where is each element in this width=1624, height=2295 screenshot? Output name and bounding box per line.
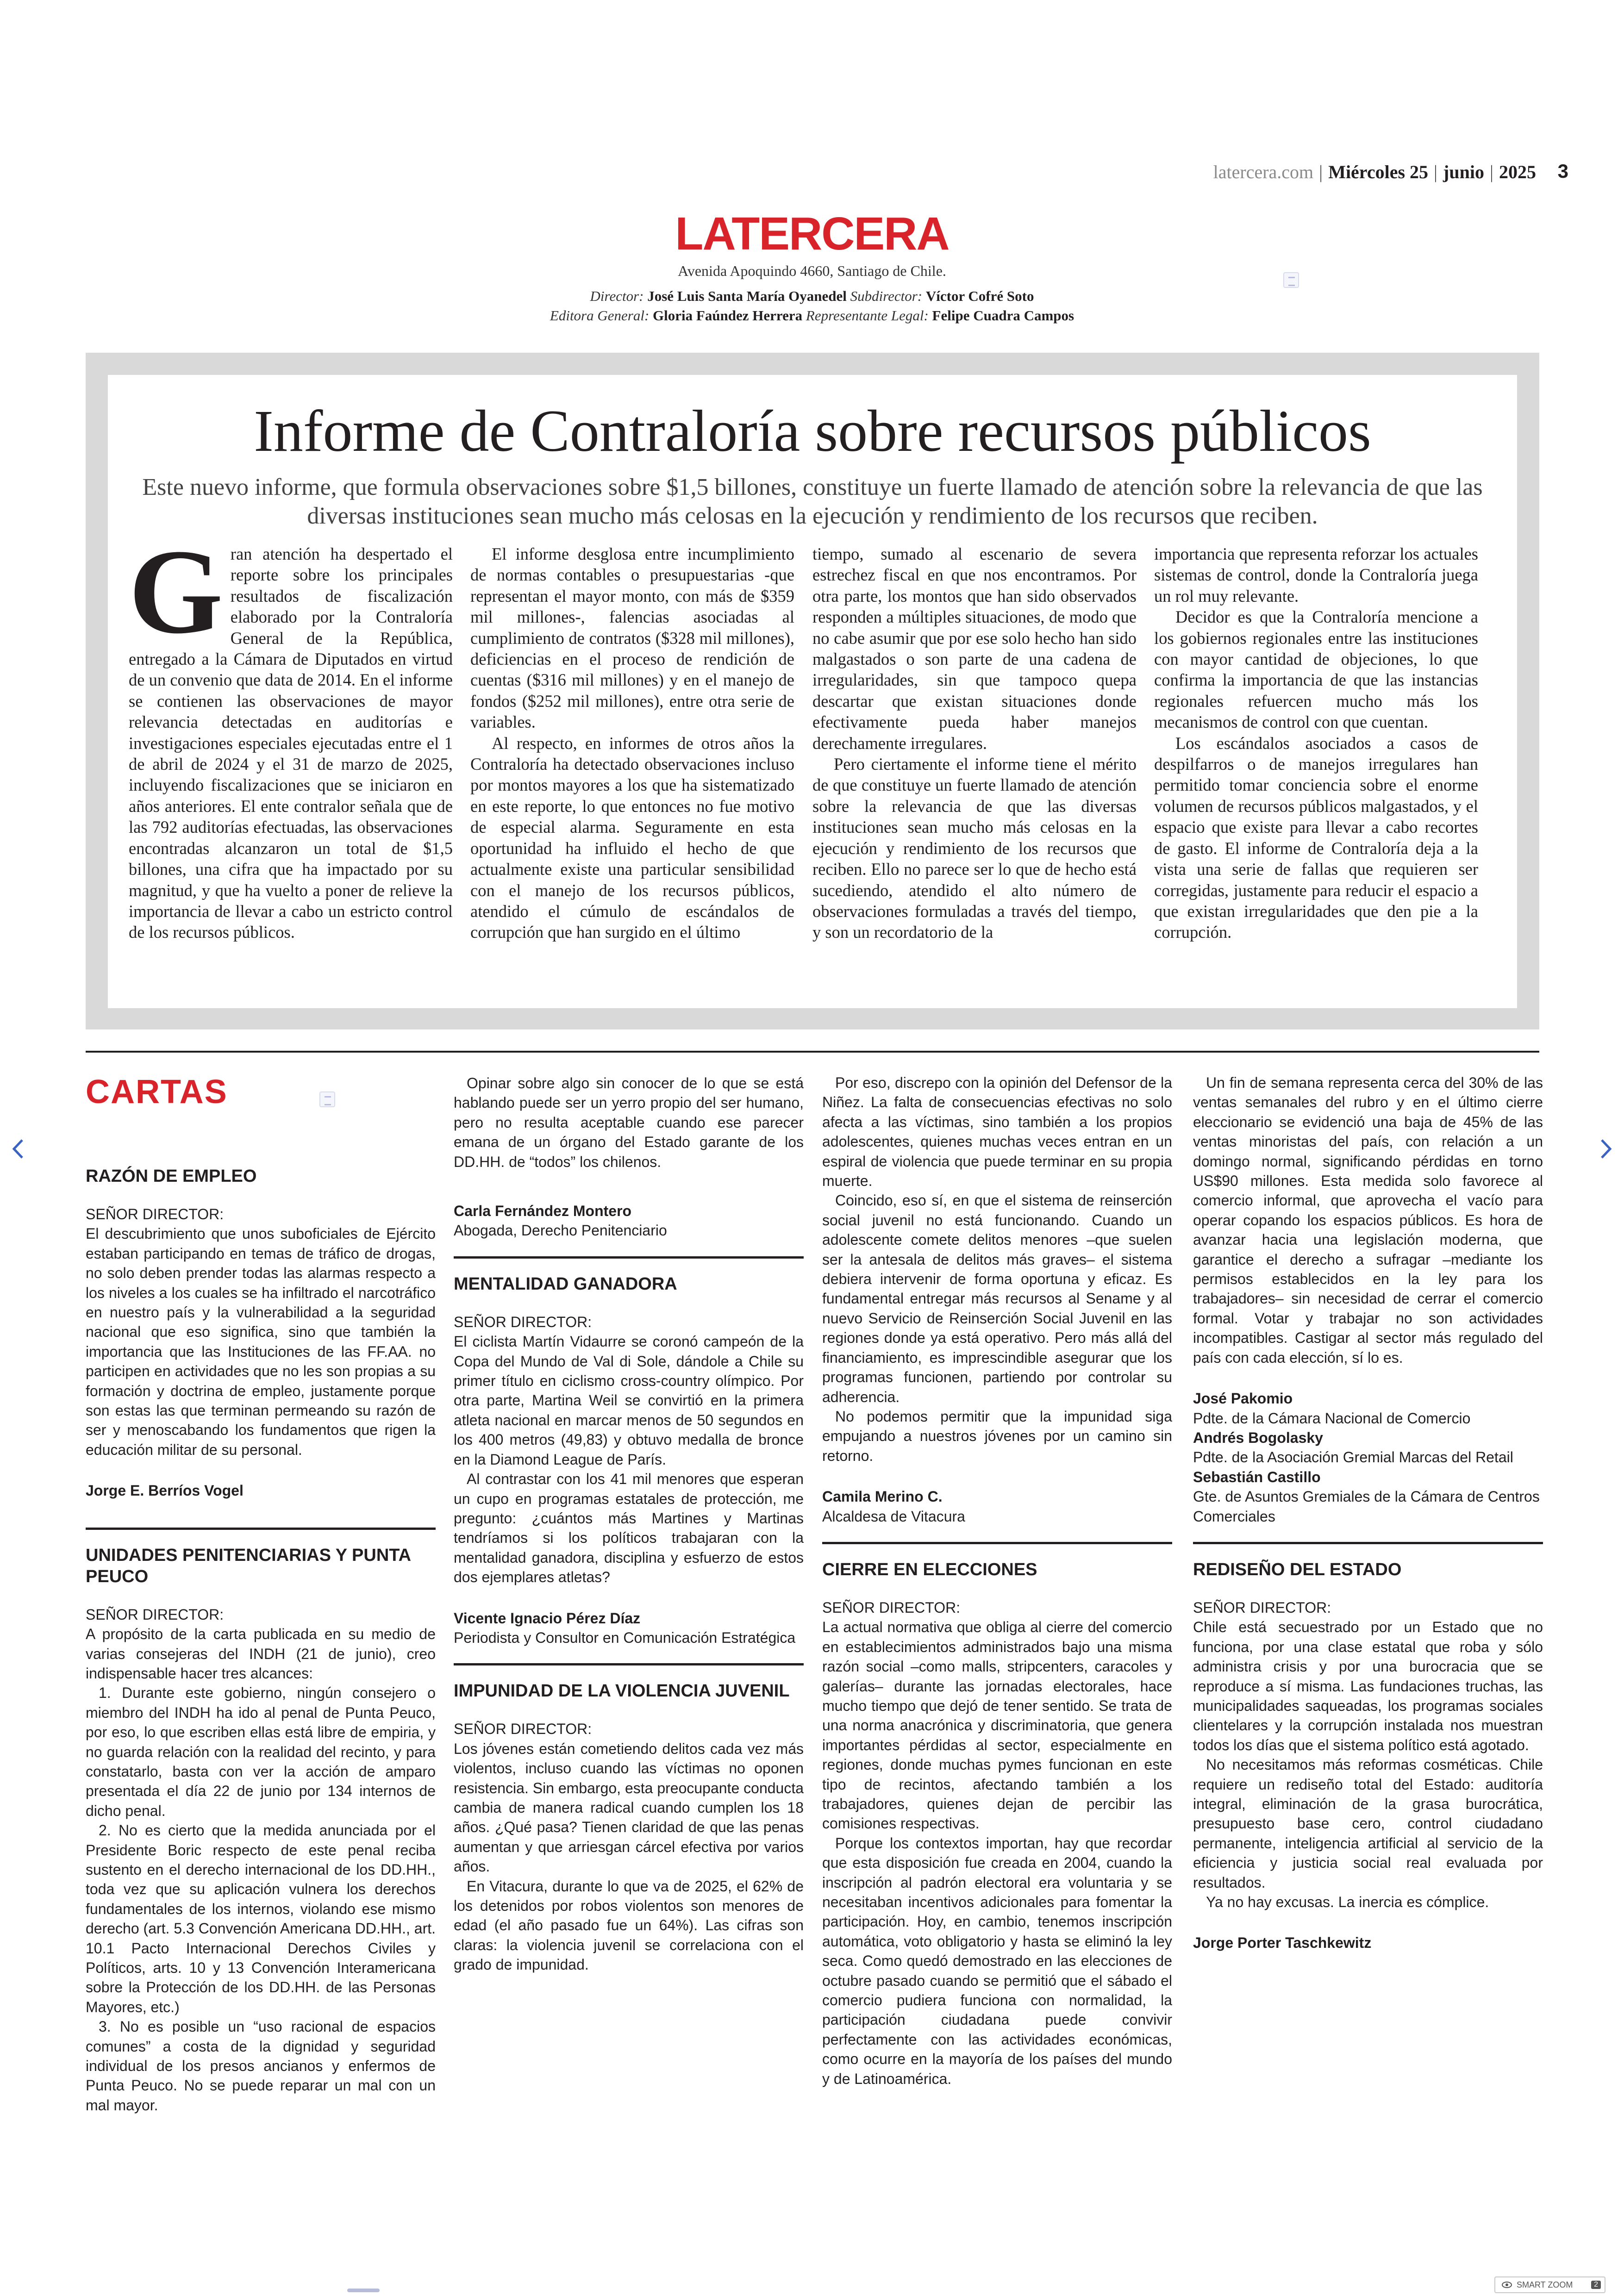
next-page-chevron-icon[interactable] — [1595, 1136, 1616, 1161]
letter-signature: José Pakomio — [1193, 1390, 1293, 1407]
date-year: 2025 — [1499, 162, 1536, 182]
editorial-paragraph: Pero ciertamente el informe tiene el mérito de que constituye un fuerte llamado de atención sobre la relevancia de que las diversas instituciones sean mucho más celosas en la ejecución y rendimiento de los recursos que reciben. Ello no parece ser lo que de hecho está sucediendo, atendido el alto número de observaciones formuladas a través del tiempo, y son un recordatorio de la — [812, 755, 1137, 942]
letter-paragraph: 1. Durante este gobierno, ningún consejero o miembro del INDH ha ido al penal de Punta Peuco, por eso, lo que escriben ellas está libre de empiria, y no guarda relación con la realidad del recinto, y para constatarlo, basta con ver la acción de amparo presentada el día 22 de junio por 134 internos de dicho penal. — [86, 1684, 436, 1819]
drop-cap: G — [129, 524, 223, 659]
letter-signature: Jorge Porter Taschkewitz — [1193, 1934, 1372, 1952]
note-marker-icon[interactable] — [1283, 272, 1299, 288]
subdirector-label: Subdirector: — [850, 288, 923, 304]
subdirector-name: Víctor Cofré Soto — [925, 288, 1034, 304]
editorial-title: Informe de Contraloría sobre recursos públicos — [254, 398, 1371, 464]
letter-paragraph: La actual normativa que obliga al cierre del comercio en establecimientos administrados bajo una misma razón social –como malls, stripcenters, caracoles y galerías– durante las jornadas electorales, hace mucho tiempo que dejó de tener sentido. Se trata de una norma anacrónica y discriminatoria, que genera importantes pérdidas al sector, especialmente en regiones, donde muchas pymes funcionan en este tipo de recintos, afectando también a los trabajadores, quienes dejan de percibir las comisiones respectivas. — [822, 1619, 1172, 1832]
letter-paragraph: El ciclista Martín Vidaurre se coronó campeón de la Copa del Mundo de Val di Sole, dándole a Chile su primer título en ciclismo cross-country olímpico. Por otra parte, Martina Weil se convirtió en la primera atleta nacional en marcar menos de 50 segundos en los 400 metros (49,83) y obtuvo medalla de bronce en la Diamond League de París. — [454, 1333, 804, 1468]
editorial-column-4 — [1154, 543, 1478, 943]
director-name: José Luis Santa María Oyanedel — [647, 288, 847, 304]
cartas-section-title: CARTAS — [86, 1073, 228, 1110]
letter-paragraph: 3. No es posible un “uso racional de espacios comunes” a costa de la dignidad y seguridad individual de los presos ancianos y enfermos de Punta Peuco. No se puede reparar un mal con un mal mayor. — [86, 2018, 436, 2114]
smart-zoom-button[interactable] — [1494, 2276, 1605, 2293]
letter-paragraph: Un fin de semana representa cerca del 30% de las ventas semanales del rubro y en el último cierre eleccionario se evidenció una baja de 45% de las ventas minoristas del país, con relación a un domingo normal, significando pérdidas en torno US$90 millones. Esta medida solo favorece al comercio informal, que aprovecha el vacío para operar copando los espacios públicos. Es hora de avanzar hacia una legislación moderna, que garantice el derecho a sufragar –mediante los permisos establecidos en la ley para los trabajadores– sin necesidad de cerrar el comercio formal. Votar y trabajar no son actividades incompatibles. Castigar al sector más regulado del país con cada elección, sí lo es. — [1193, 1074, 1543, 1366]
address: Avenida Apoquindo 4660, Santiago de Chile. — [678, 262, 946, 279]
editorial-text: ran atención ha despertado el reporte sobre los principales resultados de fiscalización elaborado por la Contraloría General de la República, entregado a la Cámara de Diputados en virtud de un convenio que data de 2014. En el informe se contienen las observaciones de mayor relevancia detectadas en auditorías e investigaciones especiales ejecutadas entre el 1 de abril de 2024 y el 31 de marzo de 2025, incluyendo fiscalizaciones que se iniciaron en años anteriores. El ente contralor señala que de las 792 auditorías efectuadas, las observaciones encontradas alcanzaron un total de $1,5 billones, una cifra que ha impactado por su magnitud, y que ha vuelto a poner de relieve la importancia de llevar a cabo un estricto control de los recursos públicos. — [129, 544, 453, 942]
letter-role: Abogada, Derecho Penitenciario — [454, 1222, 667, 1239]
letter-paragraph: No necesitamos más reformas cosméticas. Chile requiere un rediseño total del Estado: auditoría integral, eliminación de la grasa burocrática, presupuesto base cero, control ciudadano permanente, inteligencia artificial al servicio de la eficiencia y justicia social real evaluada por resultados. — [1193, 1756, 1543, 1891]
date-day: Miércoles 25 — [1328, 162, 1429, 182]
letter-paragraph: Coincido, eso sí, en que el sistema de reinserción social juvenil no está funcionando. Cuando un adolescente comete delitos menores –que suelen ser la antesala de delitos más graves– el sistema debiera intervenir de forma oportuna y eficaz. Es fundamental entregar más recursos al Sename y al nuevo Servicio de Reinserción Social Juvenil en las regiones donde ya está operativo. Pero más allá del financiamiento, es imprescindible asegurar que los programas funcionen, partiendo por controlar su adherencia. — [822, 1192, 1172, 1405]
editorial-column-3 — [812, 543, 1137, 943]
letter-title: IMPUNIDAD DE LA VIOLENCIA JUVENIL — [454, 1663, 804, 1702]
letter-salutation: SEÑOR DIRECTOR: — [822, 1599, 961, 1616]
letter-role: Periodista y Consultor en Comunicación Estratégica — [454, 1629, 796, 1646]
section-divider — [86, 1051, 1539, 1053]
letter-title: RAZÓN DE EMPLEO — [86, 1166, 257, 1186]
page-number: 3 — [1557, 160, 1568, 182]
letter-paragraph: Opinar sobre algo sin conocer de lo que se está hablando puede ser un yerro propio del ser humano, pero no resulta aceptable cuando ese parecer emana de un órgano del Estado garante de los DD.HH. de “todos” los chilenos. — [454, 1075, 804, 1170]
director-label: Director: — [590, 288, 644, 304]
editorial-paragraph: Los escándalos asociados a casos de despilfarros o de manejos irregulares han permitido tomar conciencia sobre el enorme volumen de recursos públicos malgastados, y el espacio que existe para llevar a cabo recortes de gasto. El informe de Contraloría deja a la vista una serie de fallas que requieren ser corregidas, justamente para reducir el espacio a que existan irregularidades que den pie a la corrupción. — [1154, 733, 1478, 942]
editorial-paragraph — [129, 524, 453, 943]
staff-line-1 — [0, 288, 1624, 305]
editorial-paragraph: El informe desglosa entre incumplimiento de normas contables o presupuestarias -que representan el mayor monto, con más de $359 mil millones-, falencias asociadas al cumplimiento de contratos ($328 mil millones), deficiencias en el proceso de rendición de cuentas ($316 mil millones) y en el manejo de fondos ($252 mil millones), entre otra serie de variables. — [470, 544, 794, 732]
letter-paragraph: El descubrimiento que unos suboficiales de Ejército estaban participando en temas de tráfico de drogas, no solo deben prender todas las alarmas respecto a los niveles a los cuales se ha infiltrado el narcotráfico en nuestro país y la vulnerabilidad a la seguridad nacional que eso significa, sino que también la importancia que las Instituciones de las FF.AA. no participen en actividades que no les son propias a su formación y doctrina de empleo, justamente porque son estas las que terminan permeando su razón de ser y menoscabando los fundamentos que rigen la educación militar de su personal. — [86, 1225, 436, 1458]
letter-title: MENTALIDAD GANADORA — [454, 1256, 804, 1295]
letter-paragraph: Por eso, discrepo con la opinión del Defensor de la Niñez. La falta de consecuencias efectivas no solo afecta a las víctimas, sino también a los propios adolescentes, quienes muchas veces entran en un espiral de violencia que puede terminar en su propia muerte. — [822, 1074, 1172, 1190]
letter-signature: Carla Fernández Montero — [454, 1203, 632, 1220]
editora-label: Editora General: — [550, 307, 650, 324]
editora-name: Gloria Faúndez Herrera — [653, 307, 803, 324]
letter-role: Pdte. de la Cámara Nacional de Comercio — [1193, 1409, 1471, 1427]
letter-paragraph: 2. No es cierto que la medida anunciada por el Presidente Boric respecto de este penal reciba sustento en el derecho internacional de los DD.HH., toda vez que su aplicación vulnera los derechos fundamentales de los internos, violando ese mismo derecho (art. 5.3 Convención Americana DD.HH., art. 10.1 Pacto Internacional Derechos Civiles y Políticos, arts. 10 y 13 Convención Interamericana sobre la Protección de los DD.HH. de las Personas Mayores, etc.) — [86, 1822, 436, 2015]
editorial-inner — [108, 375, 1517, 1008]
site-url: latercera.com — [1213, 162, 1314, 182]
letter-role: Gte. de Asuntos Gremiales de la Cámara de Centros Comerciales — [1193, 1488, 1540, 1525]
horizontal-scrollbar[interactable] — [347, 2289, 380, 2292]
letter-paragraph: No podemos permitir que la impunidad siga empujando a nuestros jóvenes por un camino sin retorno. — [822, 1408, 1172, 1464]
smart-zoom-label: SMART ZOOM — [1517, 2280, 1573, 2289]
legal-name: Felipe Cuadra Campos — [932, 307, 1074, 324]
letters-column-4 — [1193, 1073, 1543, 2286]
letter-paragraph: Los jóvenes están cometiendo delitos cada vez más violentos, incluso cuando las víctimas no oponen resistencia. Sin embargo, esta preocupante conducta cambia de manera radical cuando cumplen los 18 años. ¿Qué pasa? Tienen claridad de que las penas aumentan y que arriesgan cárcel efectiva por varios años. — [454, 1740, 804, 1875]
letter-signature: Jorge E. Berríos Vogel — [86, 1482, 244, 1499]
letter-paragraph: A propósito de la carta publicada en su medio de varias consejeras del INDH (21 de junio), creo indispensable hacer tres alcances: — [86, 1626, 436, 1682]
header-dateline: latercera.com | Miércoles 25 | junio | 2025 — [1213, 162, 1536, 182]
staff-line-2 — [0, 307, 1624, 324]
letters-column-1 — [86, 1166, 436, 2115]
editorial-paragraph: importancia que representa reforzar los actuales sistemas de control, donde la Contraloría juega un rol muy relevante. — [1154, 544, 1478, 605]
letter-signature: Andrés Bogolasky — [1193, 1429, 1323, 1446]
letter-role: Alcaldesa de Vitacura — [822, 1508, 965, 1525]
smart-zoom-badge: 2 — [1591, 2281, 1601, 2289]
letter-paragraph: Ya no hay excusas. La inercia es cómplice. — [1206, 1894, 1489, 1911]
letter-title: UNIDADES PENITENCIARIAS Y PUNTA PEUCO — [86, 1528, 436, 1587]
letter-signature: Sebastián Castillo — [1193, 1468, 1321, 1485]
letter-title: CIERRE EN ELECCIONES — [822, 1542, 1172, 1580]
letters-column-2 — [454, 1073, 804, 2286]
editorial-lead: Este nuevo informe, que formula observaciones sobre $1,5 billones, constituye un fuerte llamado de atención sobre la relevancia de que las diversas instituciones sean mucho más celosas en la ejecución y rendimiento de los recursos que reciben. — [142, 474, 1483, 529]
date-month: junio — [1443, 162, 1484, 182]
letter-role: Pdte. de la Asociación Gremial Marcas del Retail — [1193, 1449, 1513, 1466]
letter-paragraph: Chile está secuestrado por un Estado que no funciona, por una clase estatal que roba y sólo administra crisis y por una burocracia que se reproduce a sí misma. Las fundaciones truchas, las municipalidades saqueadas, los programas sociales clientelares y la corrupción instalada nos muestran todos los días que el sistema político está agotado. — [1193, 1619, 1543, 1753]
letter-title: REDISEÑO DEL ESTADO — [1193, 1542, 1543, 1580]
editorial-paragraph: tiempo, sumado al escenario de severa estrechez fiscal en que nos encontramos. Por otra parte, los montos que han sido observados responden a múltiples situaciones, de modo que no cabe asumir que por ese solo hecho han sido malgastados o son parte de una cadena de irregularidades, sin que tampoco quepa descartar que existan situaciones donde efectivamente pueda haber manejos derechamente irregulares. — [812, 544, 1137, 753]
letter-signature: Camila Merino C. — [822, 1488, 943, 1505]
letter-signature: Vicente Ignacio Pérez Díaz — [454, 1609, 641, 1627]
letter-paragraph: Porque los contextos importan, hay que recordar que esta disposición fue creada en 2004, cuando la inscripción al padrón electoral era voluntaria y se necesitaban incentivos adicionales para fomentar la participación. Hoy, en cambio, tenemos inscripción automática, voto obligatorio y hasta se eliminó la ley seca. Como quedó demostrado en las elecciones de octubre pasado cuando se permitió que el sábado el comercio pudiera funciona con normalidad, la participación ciudadana puede convivir perfectamente con las actividades económicas, como ocurre en la mayoría de los países del mundo y de Latinoamérica. — [822, 1834, 1172, 2087]
editorial-column-2 — [470, 543, 794, 943]
letter-paragraph: Al contrastar con los 41 mil menores que esperan un cupo en programas estatales de protección, me pregunto: ¿cuántos más Martines y Martinas tendríamos si los políticos trabajaran con la mentalidad ganadora, disciplina y esfuerzo de estos dos ejemplares atletas? — [454, 1471, 804, 1586]
editorial-column-1 — [129, 524, 453, 943]
letter-salutation: SEÑOR DIRECTOR: — [86, 1606, 224, 1623]
note-marker-icon[interactable] — [319, 1091, 335, 1107]
letter-salutation: SEÑOR DIRECTOR: — [1193, 1599, 1331, 1616]
legal-label: Representante Legal: — [806, 307, 929, 324]
editorial-box — [86, 353, 1539, 1029]
letter-salutation: SEÑOR DIRECTOR: — [86, 1206, 224, 1222]
previous-page-chevron-icon[interactable] — [8, 1136, 29, 1161]
letter-salutation: SEÑOR DIRECTOR: — [454, 1721, 592, 1738]
editorial-paragraph: Al respecto, en informes de otros años la Contraloría ha detectado observaciones incluso por montos mayores a los que ha sistematizado en este reporte, lo que entonces no fue motivo de especial alarma. Seguramente en esta oportunidad ha influido el hecho de que actualmente existe una particular sensibilidad con el manejo de los recursos públicos, atendido el cúmulo de escándalos de corrupción que han surgido en el último — [470, 733, 794, 942]
letter-salutation: SEÑOR DIRECTOR: — [454, 1313, 592, 1330]
editorial-paragraph: Decidor es que la Contraloría mencione a los gobiernos regionales entre las instituciones con mayor cantidad de objeciones, lo que confirma la importancia de que las instancias regionales refuercen mucho más los mecanismos de control con que cuentan. — [1154, 607, 1478, 732]
newspaper-logo: LATERCERA — [675, 208, 949, 260]
letters-column-3 — [822, 1073, 1172, 2286]
letter-paragraph: En Vitacura, durante lo que va de 2025, el 62% de los detenidos por robos violentos son menores de edad (el año pasado fue un 64%). Las cifras son claras: la violencia juvenil se correlaciona con el grado de impunidad. — [454, 1877, 804, 1973]
eye-icon — [1502, 2282, 1512, 2288]
